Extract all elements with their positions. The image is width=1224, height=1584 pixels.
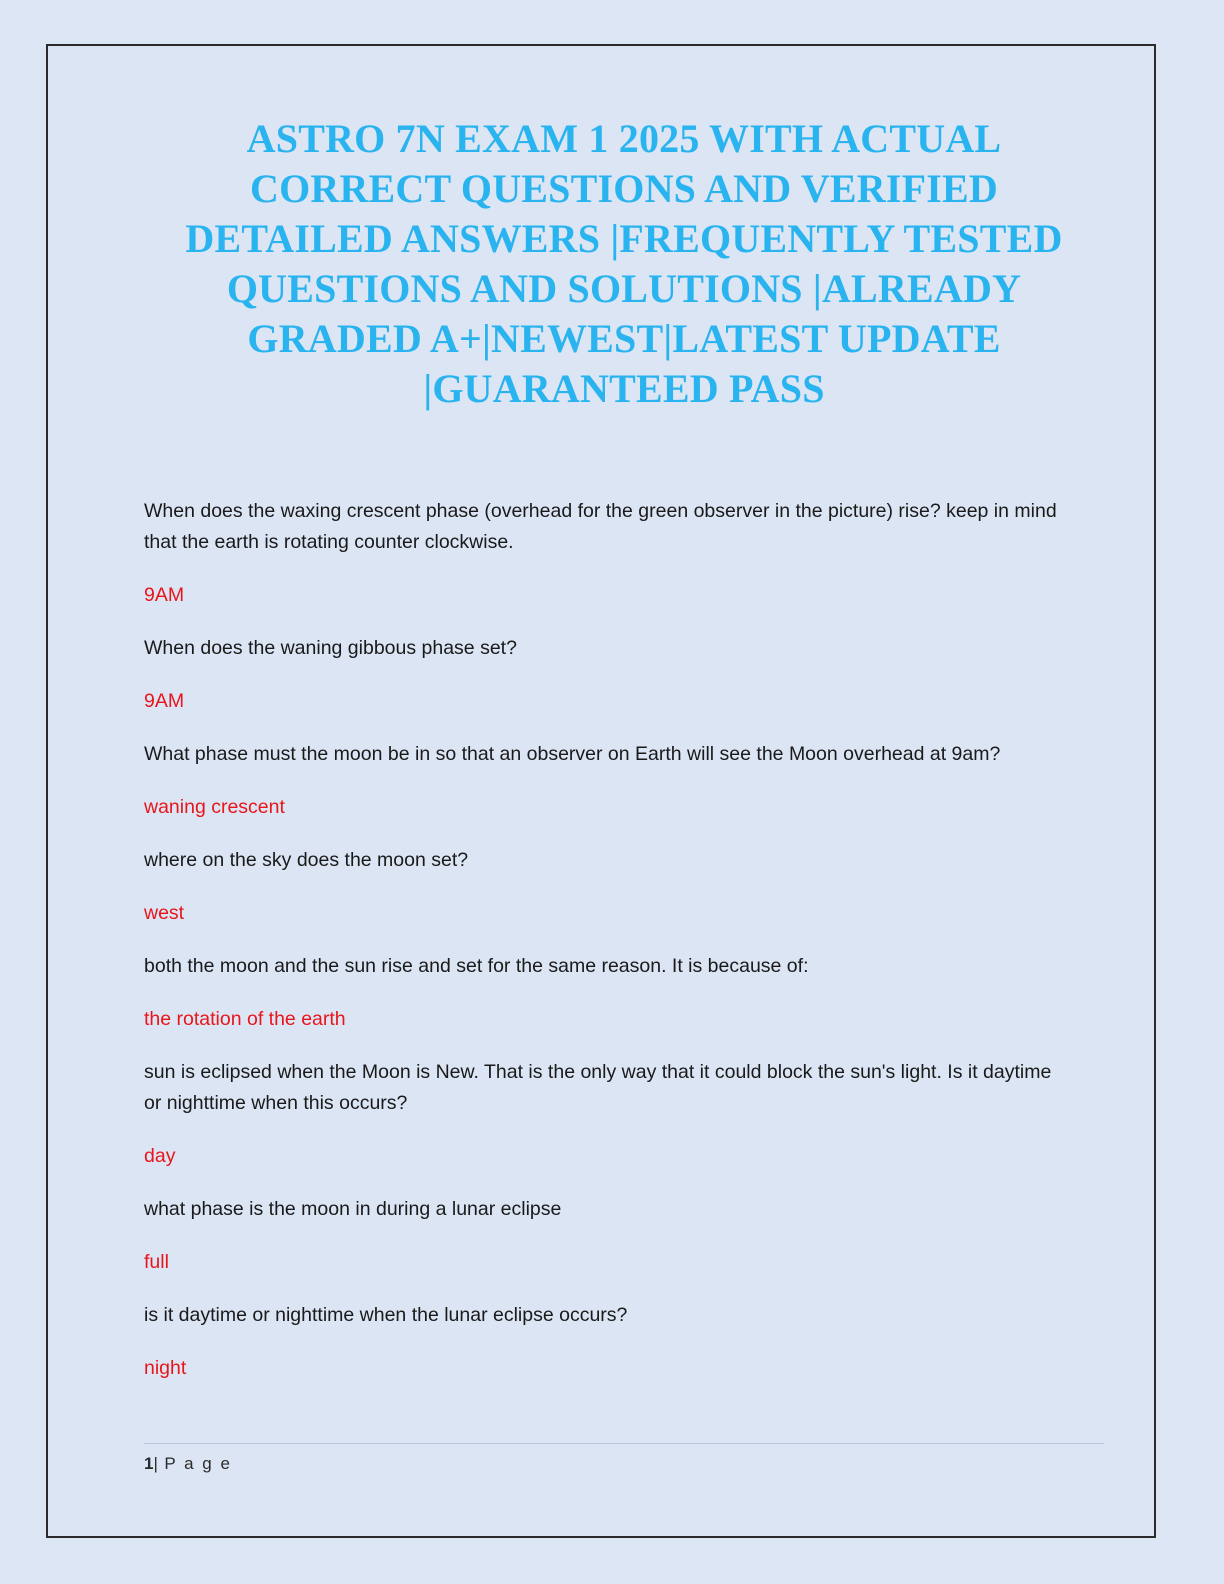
answer-text: waning crescent <box>144 796 285 818</box>
answer-text: west <box>144 902 185 924</box>
footer-page-label: P a g e <box>164 1454 232 1473</box>
footer-separator: | <box>153 1454 160 1473</box>
page-title: ASTRO 7N EXAM 1 2025 WITH ACTUAL CORRECT QUESTIONS AND VERIFIED DETAILED ANSWERS |FREQUENTLY TESTED QUESTIONS AND SOLUTIONS |ALREADY GRADED A+|NEWEST|LATEST UPDATE |GUARANTEED PASS <box>185 116 1063 411</box>
answer-text: full <box>144 1251 169 1273</box>
answer-text: the rotation of the earth <box>144 1008 346 1030</box>
qa-list <box>144 496 1064 1384</box>
answer-text: 9AM <box>144 584 185 606</box>
question-text: When does the waxing crescent phase (overhead for the green observer in the picture) rise? keep in mind that the earth is rotating counter clockwise. <box>144 500 1057 553</box>
document-page <box>46 44 1156 1538</box>
page-footer <box>144 1443 1104 1474</box>
question-text: both the moon and the sun rise and set for the same reason. It is because of: <box>144 955 809 977</box>
page-content <box>144 114 1104 1516</box>
question-text: is it daytime or nighttime when the lunar eclipse occurs? <box>144 1304 628 1326</box>
question-text: where on the sky does the moon set? <box>144 849 469 871</box>
question-text: What phase must the moon be in so that an observer on Earth will see the Moon overhead at 9am? <box>144 743 1001 765</box>
question-text: When does the waning gibbous phase set? <box>144 637 517 659</box>
answer-text: day <box>144 1145 176 1167</box>
footer-number-value: 1 <box>144 1454 154 1473</box>
question-text: what phase is the moon in during a lunar eclipse <box>144 1198 562 1220</box>
answer-text: 9AM <box>144 690 185 712</box>
question-text: sun is eclipsed when the Moon is New. That is the only way that it could block the sun's light. Is it daytime or nighttime when this occurs? <box>144 1061 1052 1114</box>
answer-text: night <box>144 1357 187 1379</box>
